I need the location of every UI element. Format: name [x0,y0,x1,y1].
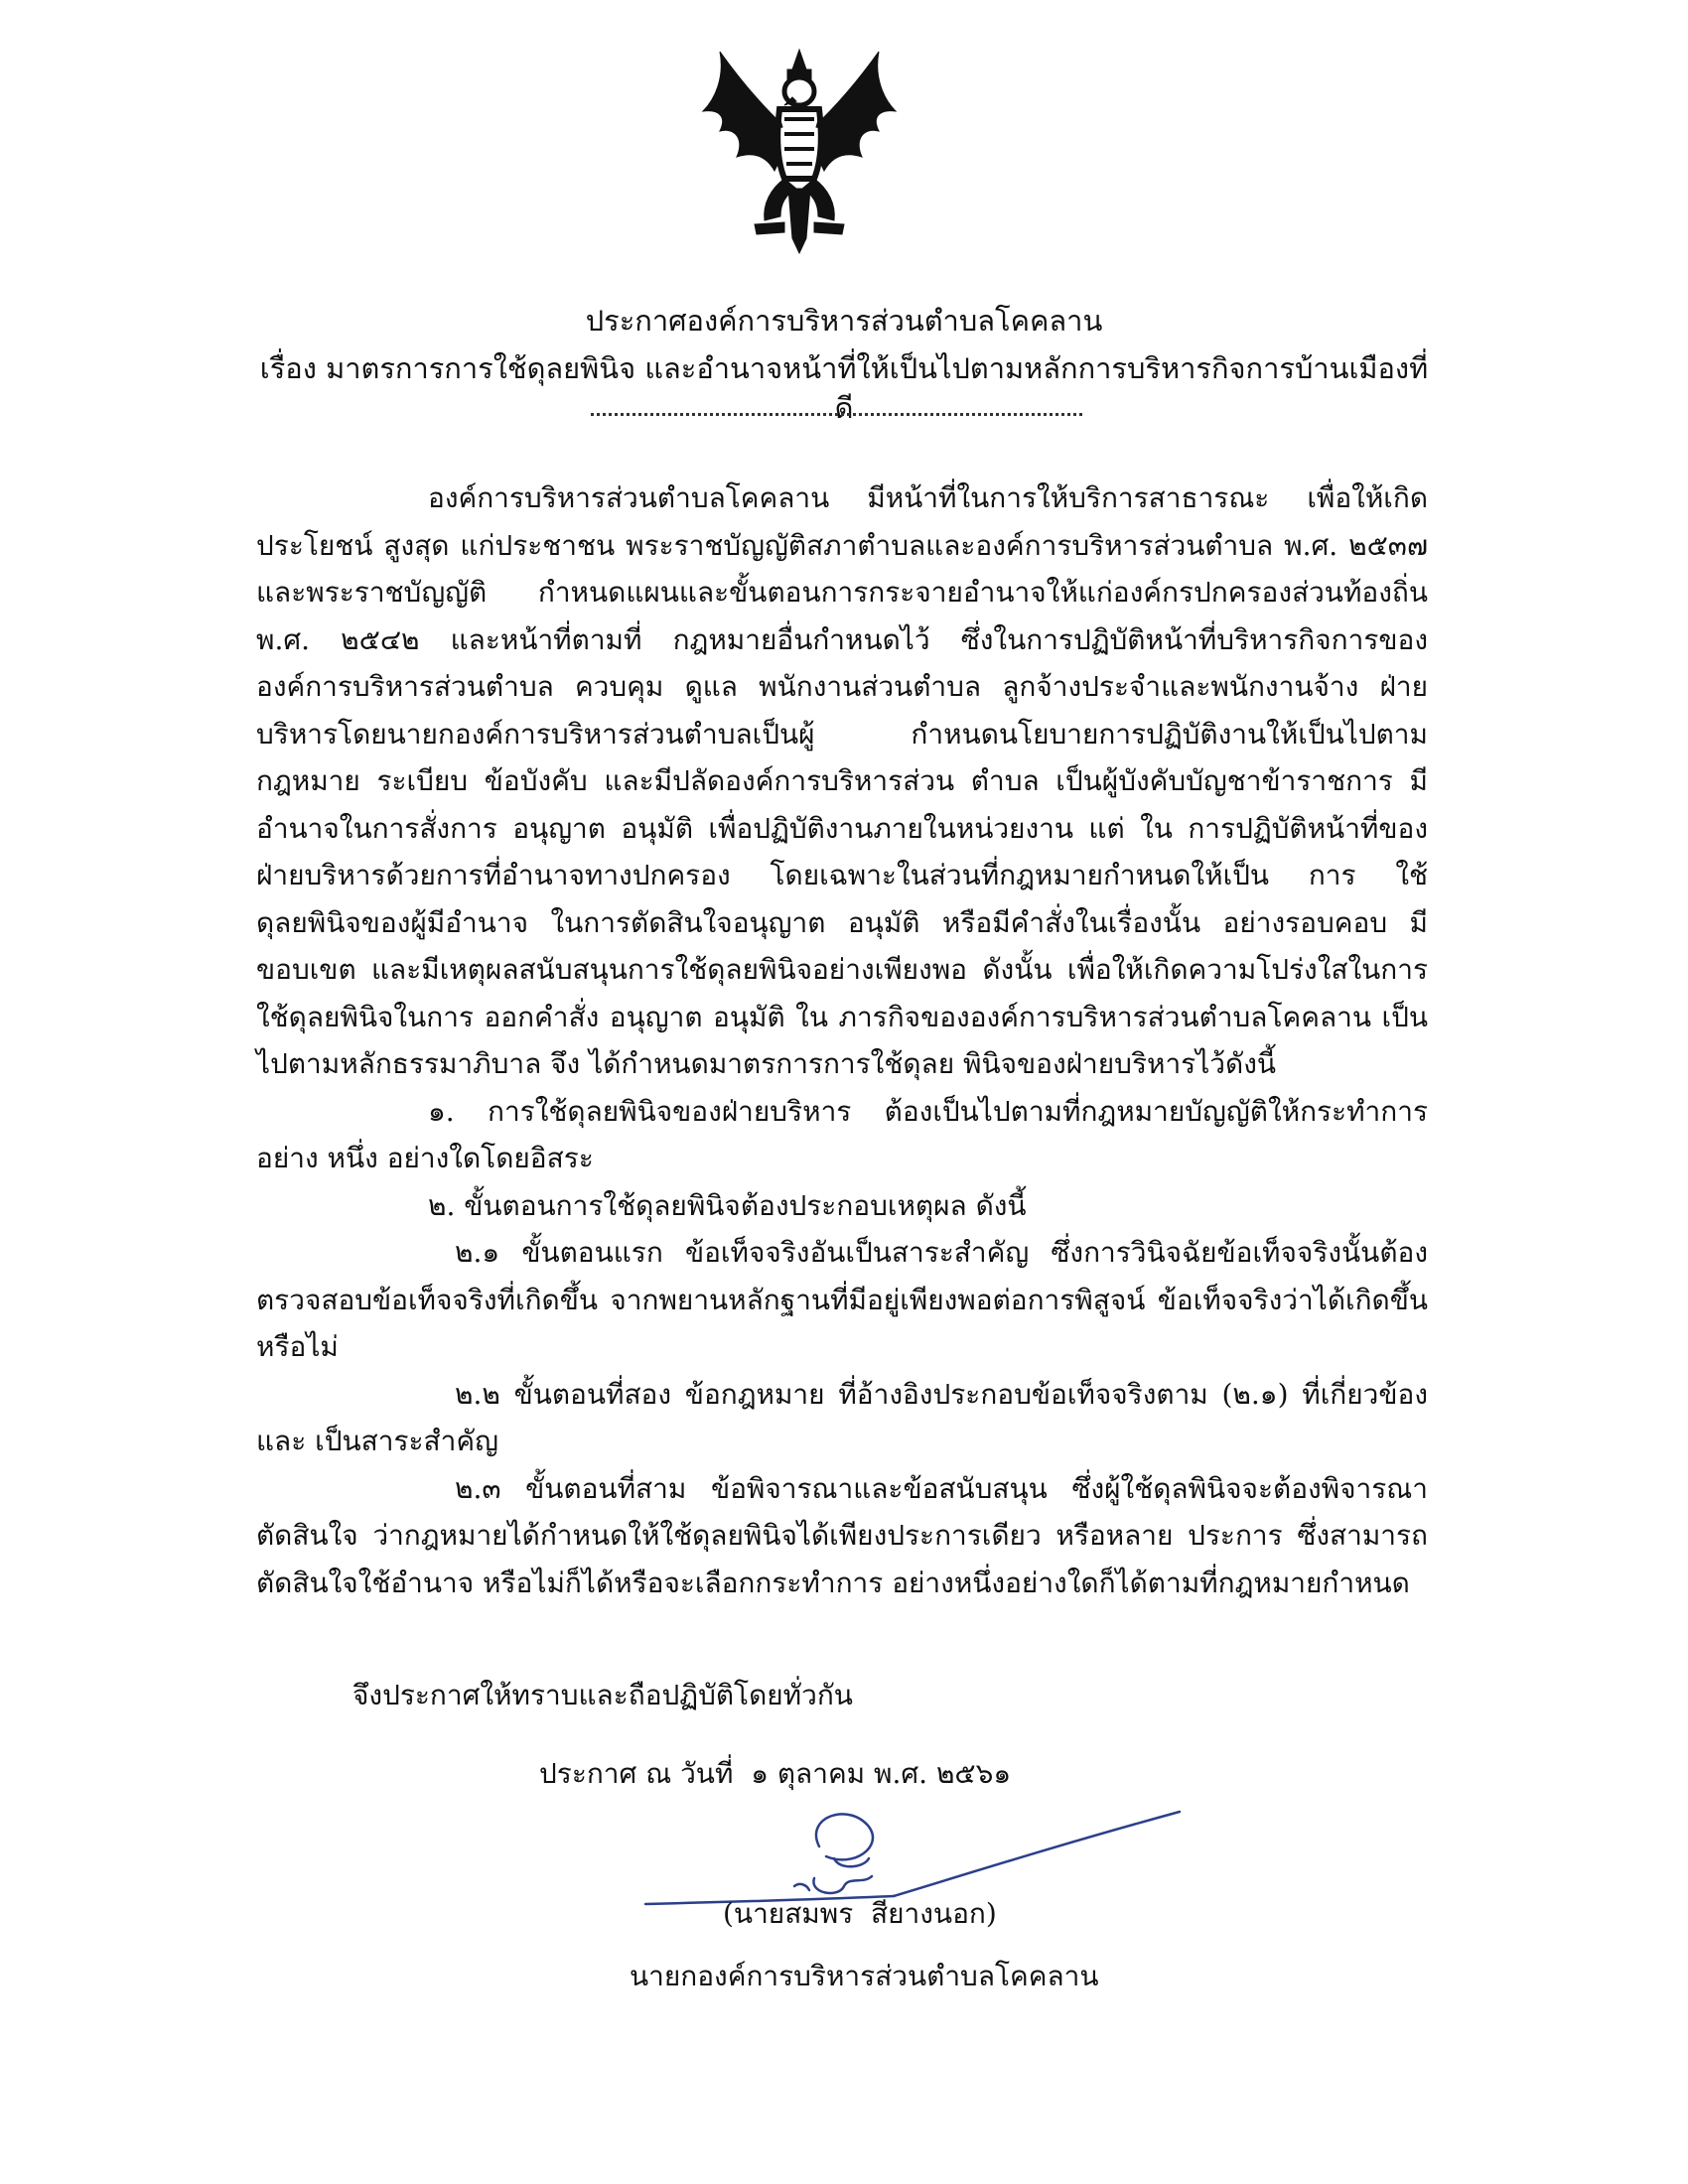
item-1-paragraph: ๑. การใช้ดุลยพินิจของฝ่ายบริหาร ต้องเป็นไปตามที่กฎหมายบัญญัติให้กระทำการอย่าง หนึ่ง อย่างใดโดยอิสระ [256,1094,1428,1174]
item-2-2-paragraph: ๒.๒ ขั้นตอนที่สอง ข้อกฎหมาย ที่อ้างอิงประกอบข้อเท็จจริงตาม (๒.๑) ที่เกี่ยวข้อง และ เป็นสาระสำคัญ [256,1377,1428,1457]
closing-statement: จึงประกาศให้ทราบและถือปฏิบัติโดยทั่วกัน [352,1679,853,1711]
announcement-date: ประกาศ ณ วันที่ ๑ ตุลาคม พ.ศ. ๒๕๖๑ [539,1757,1012,1790]
announcement-body [256,475,1428,1606]
garuda-emblem-icon [685,40,914,258]
announcement-title: ประกาศองค์การบริหารส่วนตำบลโคคลาน [585,304,1103,338]
signer-name: (นายสมพร สียางนอก) [723,1897,997,1930]
signer-position: นายกองค์การบริหารส่วนตำบลโคคลาน [630,1960,1099,1992]
intro-paragraph: องค์การบริหารส่วนตำบลโคคลาน มีหน้าที่ในการให้บริการสาธารณะ เพื่อให้เกิดประโยชน์ สูงสุด แก่ประชาชน พระราชบัญญัติสภาตำบลและองค์การบริหารส่วนตำบล พ.ศ. ๒๕๓๗ และพระราชบัญญัติ กำหนดแผนและขั้นตอนการกระจายอำนาจให้แก่องค์กรปกครองส่วนท้องถิ่น พ.ศ. ๒๕๔๒ และหน้าที่ตามที่ กฎหมายอื่นกำหนดไว้ ซึ่งในการปฏิบัติหน้าที่บริหารกิจการขององค์การบริหารส่วนตำบล ควบคุม ดูแล พนักงานส่วนตำบล ลูกจ้างประจำและพนักงานจ้าง ฝ่ายบริหารโดยนายกองค์การบริหารส่วนตำบลเป็นผู้ กำหนดนโยบายการปฏิบัติงานให้เป็นไปตามกฎหมาย ระเบียบ ข้อบังคับ และมีปลัดองค์การบริหารส่วน ตำบล เป็นผู้บังคับบัญชาข้าราชการ มีอำนาจในการสั่งการ อนุญาต อนุมัติ เพื่อปฏิบัติงานภายในหน่วยงาน แต่ ใน การปฏิบัติหน้าที่ของฝ่ายบริหารด้วยการที่อำนาจทางปกครอง โดยเฉพาะในส่วนที่กฎหมายกำหนดให้เป็น การ ใช้ดุลยพินิจของผู้มีอำนาจ ในการตัดสินใจอนุญาต อนุมัติ หรือมีคำสั่งในเรื่องนั้น อย่างรอบคอบ มีขอบเขต และมีเหตุผลสนับสนุนการใช้ดุลยพินิจอย่างเพียงพอ ดังนั้น เพื่อให้เกิดความโปร่งใสในการใช้ดุลยพินิจในการ ออกคำสั่ง อนุญาต อนุมัติ ใน ภารกิจขององค์การบริหารส่วนตำบลโคคลาน เป็นไปตามหลักธรรมาภิบาล จึง ได้กำหนดมาตรการการใช้ดุลย พินิจของฝ่ายบริหารไว้ดังนี้ [256,481,1428,1080]
item-2-3-paragraph: ๒.๓ ขั้นตอนที่สาม ข้อพิจารณาและข้อสนับสนุน ซึ่งผู้ใช้ดุลพินิจจะต้องพิจารณา ตัดสินใจ ว่ากฎหมายได้กำหนดให้ใช้ดุลยพินิจได้เพียงประการเดียว หรือหลาย ประการ ซึ่งสามารถตัดสินใจใช้อำนาจ หรือไม่ก็ได้หรือจะเลือกกระทำการ อย่างหนึ่งอย่างใดก็ได้ตามที่กฎหมายกำหนด [256,1471,1428,1599]
item-2-1-paragraph: ๒.๑ ขั้นตอนแรก ข้อเท็จจริงอันเป็นสาระสำคัญ ซึ่งการวินิจฉัยข้อเท็จจริงนั้นต้อง ตรวจสอบข้อเท็จจริงที่เกิดขึ้น จากพยานหลักฐานที่มีอยู่เพียงพอต่อการพิสูจน์ ข้อเท็จจริงว่าได้เกิดขึ้นหรือไม่ [256,1236,1428,1363]
item-2-paragraph: ๒. ขั้นตอนการใช้ดุลยพินิจต้องประกอบเหตุผล ดังนี้ [428,1188,1027,1222]
announcement-subject: เรื่อง มาตรการการใช้ดุลยพินิจ และอำนาจหน้าที่ให้เป็นไปตามหลักการบริหารกิจการบ้านเมืองที่ดี [259,351,1429,425]
title-divider [591,413,1082,416]
